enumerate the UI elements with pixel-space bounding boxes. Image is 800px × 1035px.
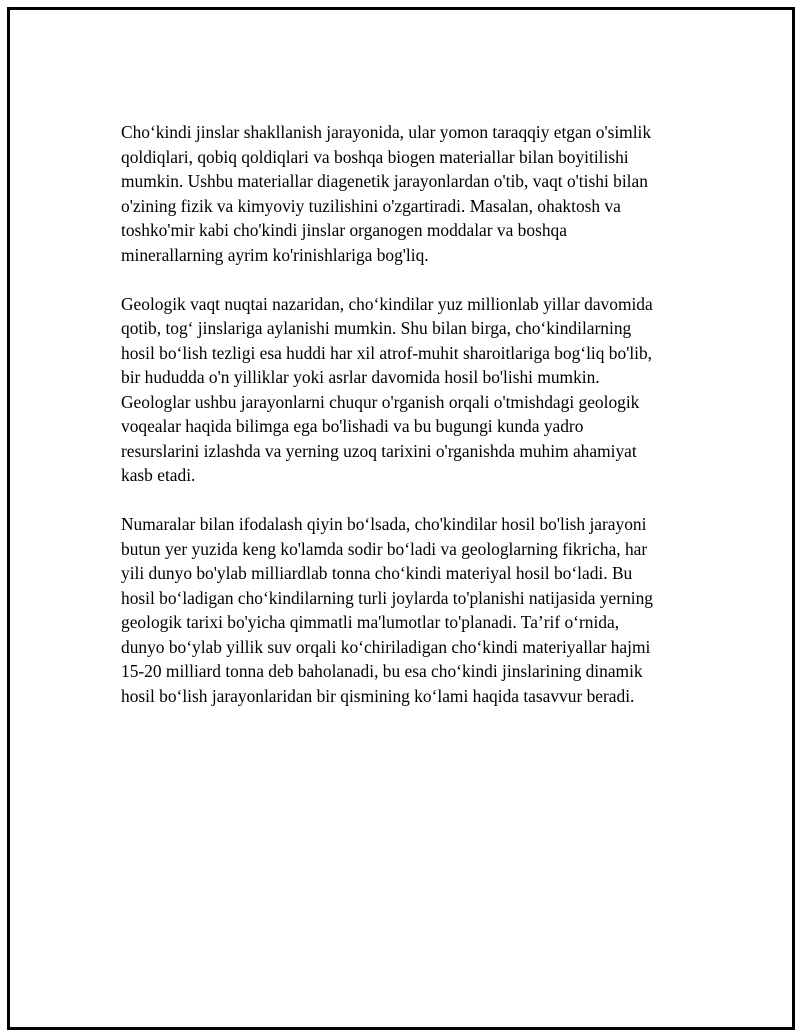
paragraph-2: Geologik vaqt nuqtai nazaridan, cho‘kindilar yuz millionlab yillar davomida qotib, tog‘ jinslariga aylanishi mumkin. Shu bilan birga, cho‘kindilarning hosil bo‘lish tezligi esa huddi har xil atrof-muhit sharoitlariga bog‘liq bo'lib, bir hududda o'n yilliklar yoki asrlar davomida hosil bo'lishi mumkin. Geologlar ushbu jarayonlarni chuqur o'rganish orqali o'tmishdagi geologik voqealar haqida bilimga ega bo'lishadi va bu bugungi kunda yadro resurslarini izlashda va yerning uzoq tarixini o'rganishda muhim ahamiyat kasb etadi. — [121, 293, 653, 485]
paragraph-3: Numaralar bilan ifodalash qiyin bo‘lsada, cho'kindilar hosil bo'lish jarayoni butun yer yuzida keng ko'lamda sodir bo‘ladi va geologlarning fikricha, har yili dunyo bo'ylab milliardlab tonna cho‘kindi materiyal hosil bo‘ladi. Bu hosil bo‘ladigan cho‘kindilarning turli joylarda to'planishi natijasida yerning geologik tarixi bo'yicha qimmatli ma'lumotlar to'planadi. Ta’rif o‘rnida, dunyo bo‘ylab yillik suv orqali ko‘chiriladigan cho‘kindi materiyallar hajmi 15-20 milliard tonna deb baholanadi, bu esa cho‘kindi jinslarining dinamik hosil bo‘lish jarayonlaridan bir qismining ko‘lami haqida tasavvur beradi. — [121, 514, 653, 706]
document-body — [121, 120, 701, 733]
document-page — [7, 7, 795, 1030]
paragraph-1: Cho‘kindi jinslar shakllanish jarayonida, ular yomon taraqqiy etgan o'simlik qoldiqlari, qobiq qoldiqlari va boshqa biogen materiallar bilan boyitilishi mumkin. Ushbu materiallar diagenetik jarayonlardan o'tib, vaqt o'tishi bilan o'zining fizik va kimyoviy tuzilishini o'zgartiradi. Masalan, ohaktosh va toshko'mir kabi cho'kindi jinslar organogen moddalar va boshqa minerallarning ayrim ko'rinishlariga bog'liq. — [121, 122, 652, 265]
